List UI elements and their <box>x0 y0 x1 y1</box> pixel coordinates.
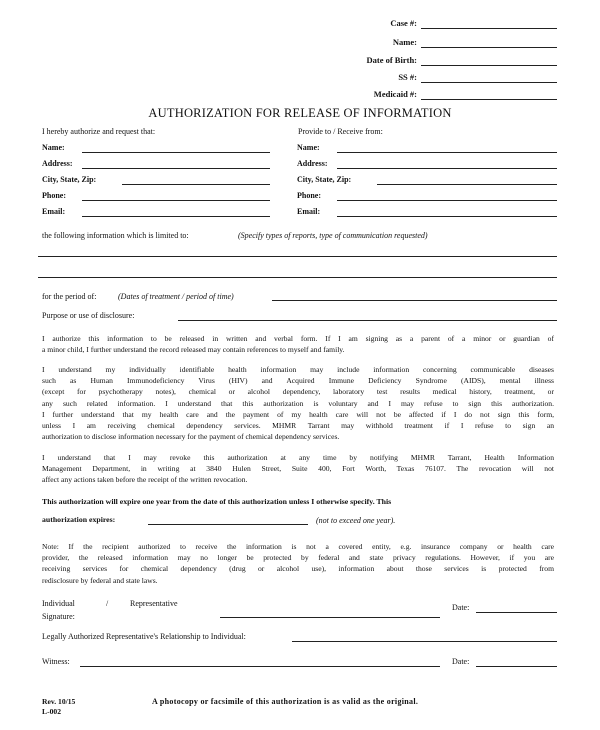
revocation-paragraph <box>42 452 554 486</box>
period-label: for the period of: <box>42 292 97 301</box>
right-address-field[interactable] <box>337 168 557 169</box>
left-address-label: Address: <box>42 159 73 168</box>
health-info-paragraph <box>42 364 554 442</box>
left-address-field[interactable] <box>82 168 270 169</box>
date-of-birth-label: Date of Birth: <box>366 55 417 65</box>
left-column-heading: I hereby authorize and request that: <box>42 127 156 136</box>
signature-date-field[interactable] <box>476 612 557 613</box>
period-hint: (Dates of treatment / period of time) <box>118 292 234 301</box>
expiration-statement: This authorization will expire one year from the date of this authorization unless I otherwise specify. This <box>42 497 392 506</box>
paragraph-line: I further understand that my health care and the payment of my health care will not be affected if I do not sign this form, <box>42 409 554 419</box>
expiration-date-field[interactable] <box>148 524 308 525</box>
witness-date-label: Date: <box>452 657 470 666</box>
paragraph-line: provider, the released information may no longer be protected by federal and state privacy regulations. However, if you are <box>42 553 554 563</box>
expiration-hint: (not to exceed one year). <box>316 516 396 525</box>
paragraph-line: authorization to disclose information necessary for the payment of chemical dependency services. <box>42 432 340 442</box>
info-limited-field-1[interactable] <box>38 256 557 257</box>
paragraph-line: I authorize this information to be released in written and verbal form. If I am signing as a parent of a minor or guardian of <box>42 334 554 343</box>
right-column-heading: Provide to / Receive from: <box>298 127 383 136</box>
expiration-label: authorization expires: <box>42 515 116 524</box>
right-phone-label: Phone: <box>297 191 321 200</box>
right-email-field[interactable] <box>337 216 557 217</box>
witness-date-field[interactable] <box>476 666 557 667</box>
purpose-label: Purpose or use of disclosure: <box>42 311 135 320</box>
paragraph-line: Note: If the recipient authorized to receive the information is not a covered entity, e.g. insurance company or health care <box>42 542 554 551</box>
witness-field[interactable] <box>80 666 440 667</box>
paragraph-line: unless I am receiving chemical dependency services. MHMR Tarrant may withhold treatment if I refuse to sign an <box>42 421 554 431</box>
revision-number: Rev. 10/15 <box>42 697 76 706</box>
info-limited-label: the following information which is limited to: <box>42 231 189 240</box>
info-limited-hint: (Specify types of reports, type of communication requested) <box>238 231 428 240</box>
form-title: AUTHORIZATION FOR RELEASE OF INFORMATION <box>148 106 452 120</box>
signature-label: Signature: <box>42 612 75 621</box>
left-email-label: Email: <box>42 207 66 216</box>
paragraph-line: a minor child, I further understand the record released may contain references to myself and family. <box>42 345 345 355</box>
info-limited-field-2[interactable] <box>38 277 557 278</box>
relationship-field[interactable] <box>292 641 557 642</box>
case-number-label: Case #: <box>390 18 417 28</box>
right-city-label: City, State, Zip: <box>297 175 352 184</box>
ss-number-field[interactable] <box>421 82 557 83</box>
right-address-label: Address: <box>297 159 328 168</box>
left-name-field[interactable] <box>82 152 270 153</box>
paragraph-line: affect any actions taken before the receipt of the written revocation. <box>42 475 248 485</box>
left-phone-label: Phone: <box>42 191 66 200</box>
note-paragraph <box>42 541 554 586</box>
paragraph-line: redisclosure by federal and state laws. <box>42 575 158 585</box>
left-name-label: Name: <box>42 143 65 152</box>
ss-number-label: SS #: <box>398 72 417 82</box>
medicaid-number-field[interactable] <box>421 99 557 100</box>
case-number-field[interactable] <box>421 28 557 29</box>
purpose-field[interactable] <box>178 320 557 321</box>
signature-field[interactable] <box>220 617 440 618</box>
representative-label: Representative <box>130 599 178 608</box>
left-city-label: City, State, Zip: <box>42 175 97 184</box>
paragraph-line: I understand my individually identifiable health information may include information concerning communicable diseases <box>42 365 554 374</box>
paragraph-line: Management Department, in writing at 3840 Hulen Street, Suite 400, Fort Worth, Texas 76107. The revocation will not <box>42 464 554 474</box>
header-name-field[interactable] <box>421 47 557 48</box>
right-name-field[interactable] <box>337 152 557 153</box>
photocopy-notice: A photocopy or facsimile of this authorization is as valid as the original. <box>152 697 419 706</box>
right-email-label: Email: <box>297 207 321 216</box>
medicaid-number-label: Medicaid #: <box>373 89 417 99</box>
individual-label: Individual <box>42 599 75 608</box>
release-form-paragraph <box>42 333 554 355</box>
signature-date-label: Date: <box>452 603 470 612</box>
period-field[interactable] <box>272 300 557 301</box>
relationship-label: Legally Authorized Representative's Relationship to Individual: <box>42 632 246 641</box>
form-number: L-002 <box>42 707 61 716</box>
right-phone-field[interactable] <box>337 200 557 201</box>
left-phone-field[interactable] <box>82 200 270 201</box>
paragraph-line: any such related information. I understand that this authorization is voluntary and I may refuse to sign this authorization. <box>42 398 554 408</box>
left-email-field[interactable] <box>82 216 270 217</box>
witness-label: Witness: <box>42 657 70 666</box>
slash-label: / <box>106 599 109 608</box>
paragraph-line: (except for psychotherapy notes), chemical or alcohol dependency, laboratory test results medical history, treatment, or <box>42 387 554 397</box>
paragraph-line: I understand that I may revoke this authorization at any time by notifying MHMR Tarrant, Health Information <box>42 453 554 462</box>
left-city-field[interactable] <box>122 184 270 185</box>
right-city-field[interactable] <box>377 184 557 185</box>
paragraph-line: such as Human Immunodeficiency Virus (HIV) and Acquired Immune Deficiency Syndrome (AIDS), mental illness <box>42 376 554 386</box>
paragraph-line: receiving services for chemical dependency (drug or alcohol use), information about those services is protected from <box>42 564 554 574</box>
right-name-label: Name: <box>297 143 320 152</box>
header-name-label: Name: <box>392 37 417 47</box>
date-of-birth-field[interactable] <box>421 65 557 66</box>
